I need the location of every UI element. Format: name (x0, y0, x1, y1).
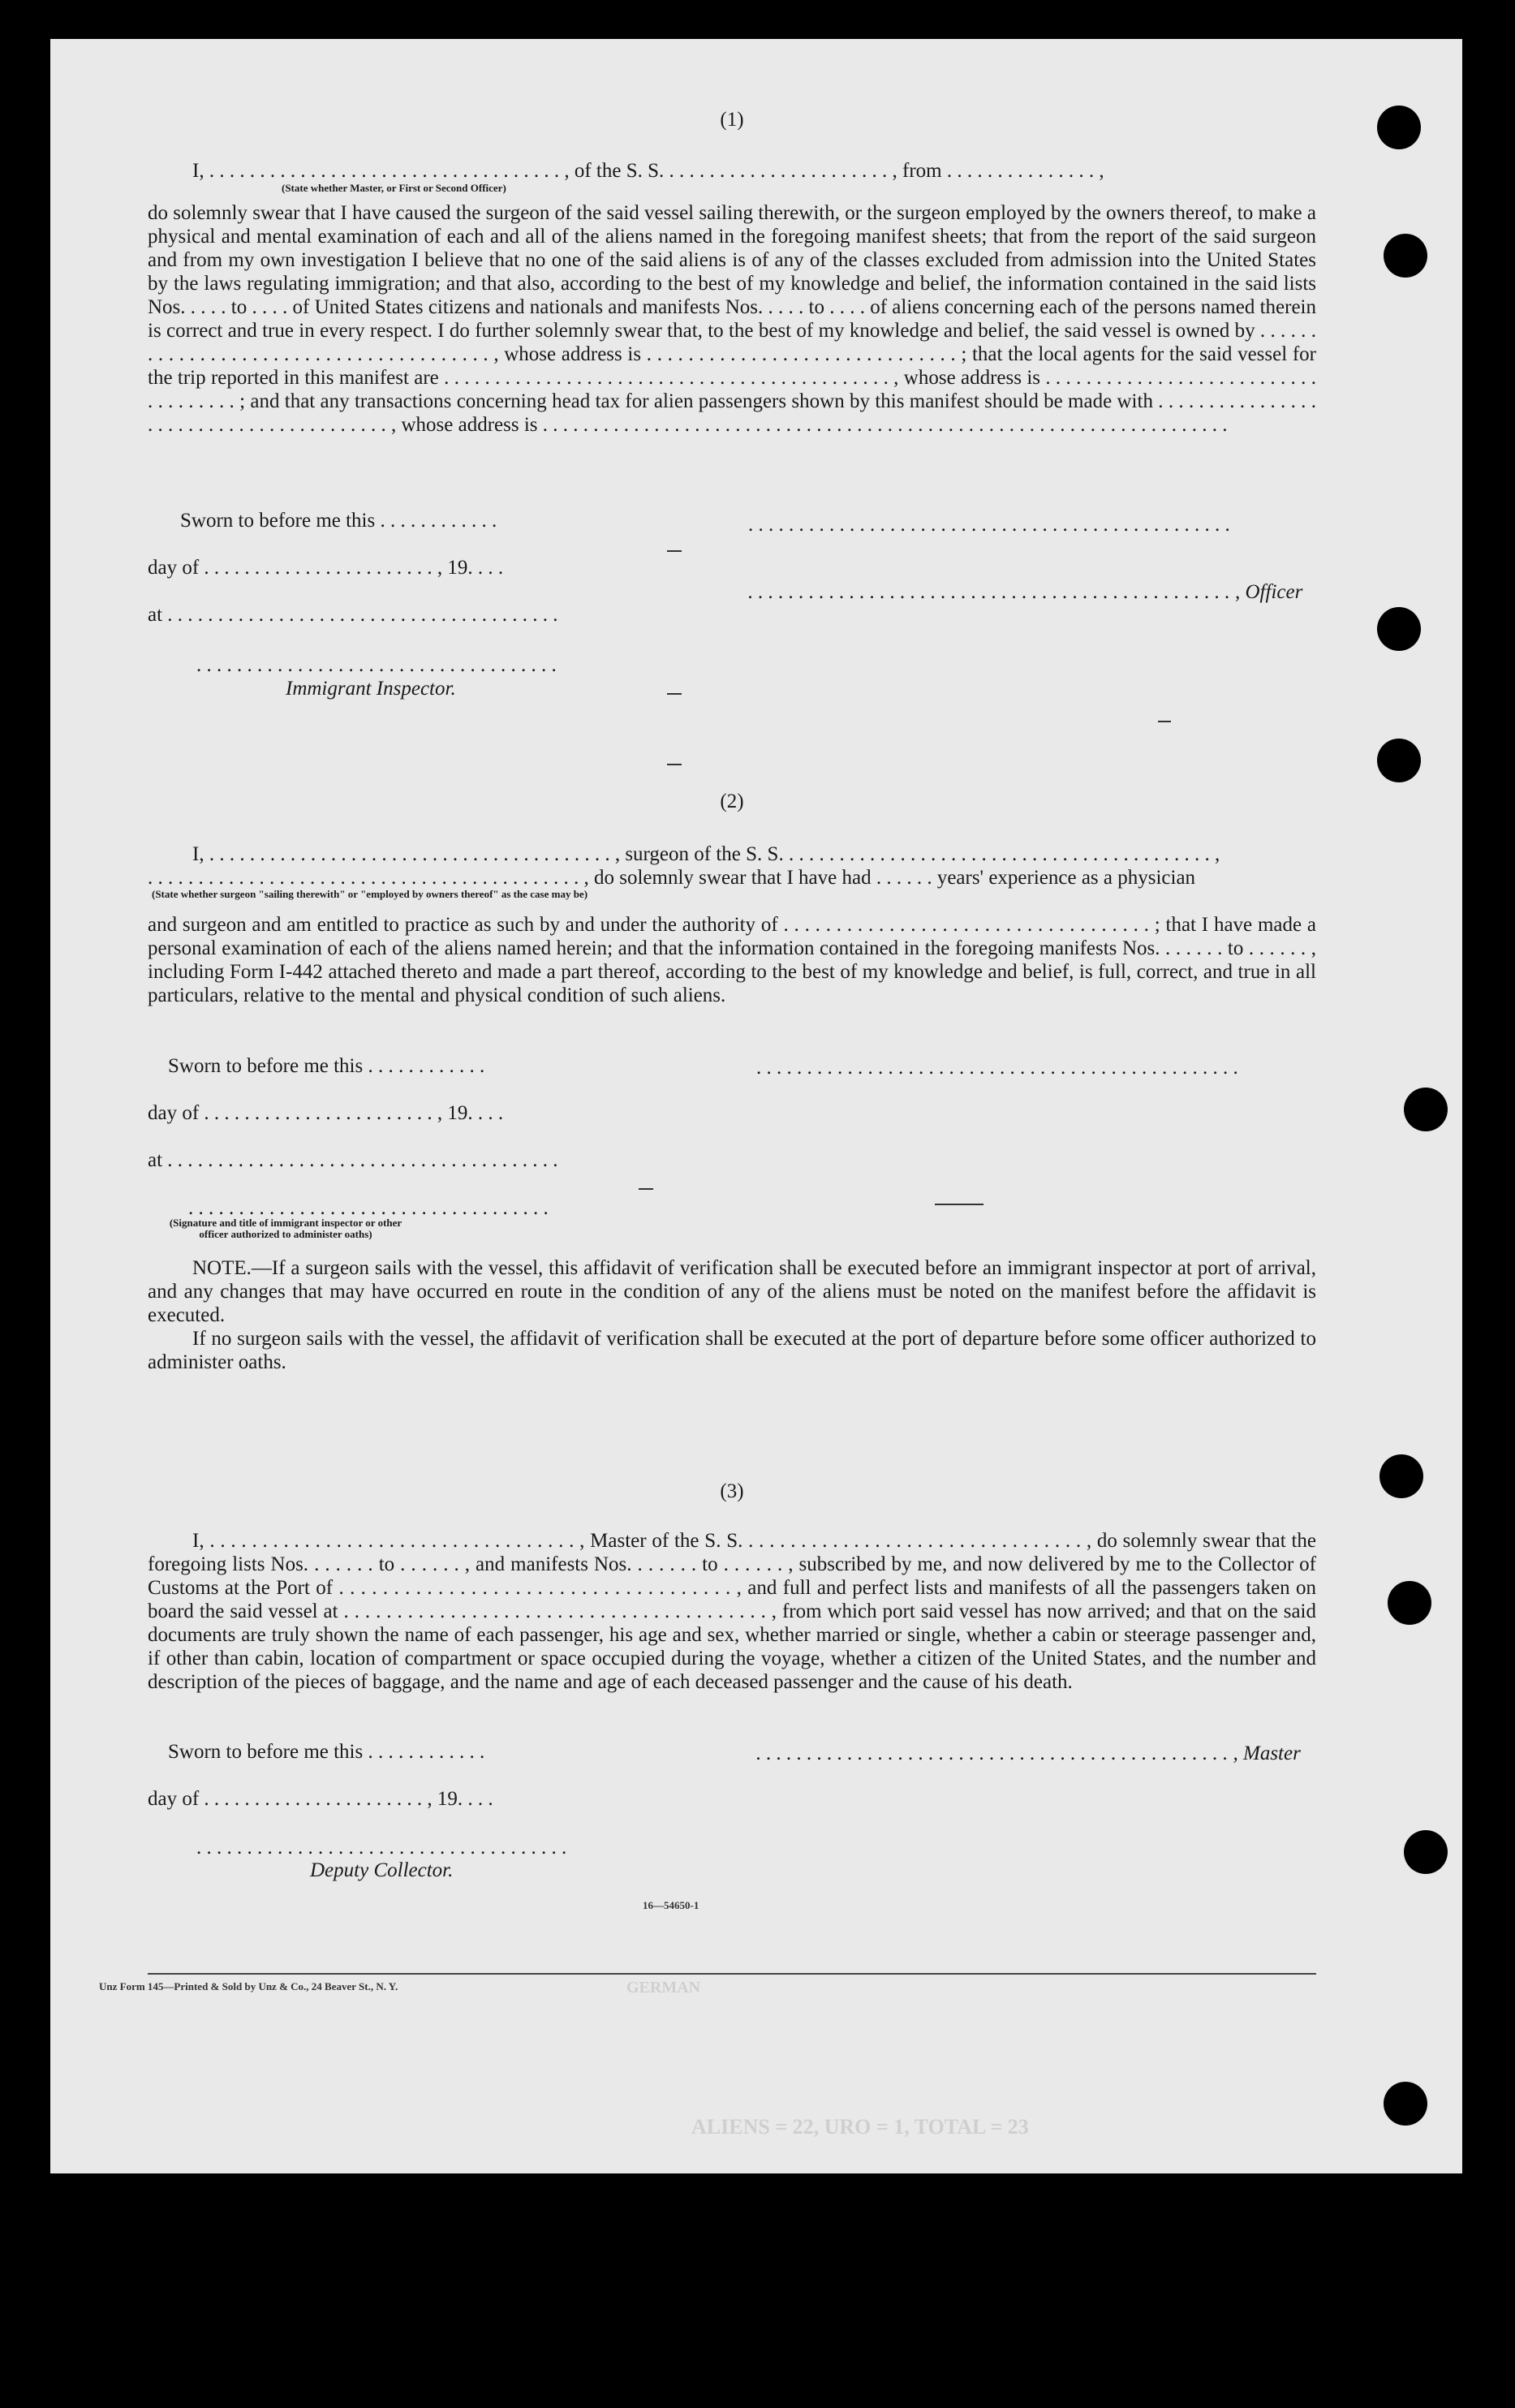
section-2-sworn-line: Sworn to before me this . . . . . . . . . . . . (168, 1055, 485, 1077)
section-1-inspector-signature-line: . . . . . . . . . . . . . . . . . . . . . . . . . . . . . . . . . . . . (196, 654, 557, 676)
section-2-note-block (148, 1256, 1316, 1374)
faded-stamp-bottom: ALIENS = 22, URO = 1, TOTAL = 23 (691, 2115, 1029, 2139)
section-3-collector-signature-line: . . . . . . . . . . . . . . . . . . . . . . . . . . . . . . . . . . . . . (196, 1837, 567, 1859)
section-3-master-line: . . . . . . . . . . . . . . . . . . . . . . . . . . . . . . . . . . . . . . . . . . . . . . . , Master (756, 1742, 1301, 1764)
punch-hole (1388, 1581, 1431, 1625)
section-1-intro-line: I, . . . . . . . . . . . . . . . . . . . . . . . . . . . . . . . . . . . , of the S. S. . . . . . . . . . . . . . . . . . . . . . . , from . . . . . . . . . . . . . . . , (192, 160, 1104, 182)
section-3-oath-body: I, . . . . . . . . . . . . . . . . . . . . . . . . . . . . . . . . . . . , Master of the S. S. . . . . . . . . . . . . . . . . . . . . . . . . . . . . . . . . , do solemnly swear that the foregoing lists Nos. . . . . . . to . . . . . . , and manifests Nos. . . . . . . to . . . . . . , subscribed by me, and now delivered by me to the Collector of Customs at the Port of . . . . . . . . . . . . . . . . . . . . . . . . . . . . . . . . . . . . , and full and perfect lists and manifests of all the passengers taken on board the said vessel at . . . . . . . . . . . . . . . . . . . . . . . . . . . . . . . . . . . . . . . . , from which port said vessel has now arrived; and that on the said documents are truly shown the name of each passenger, his age and sex, whether married or single, whether a cabin or steerage passenger and, if other than cabin, location of compartment or space occupied during the voyage, whether a citizen of the United States, and the number and description of the pieces of baggage, and the name and age of each deceased passenger and the cause of his death. (148, 1530, 1316, 1693)
punch-hole (1384, 234, 1427, 278)
punch-hole (1404, 1088, 1448, 1131)
punch-hole (1384, 2082, 1427, 2126)
section-2-surgeon-note: (State whether surgeon "sailing therewith" or "employed by owners thereof" as the case may be) (152, 888, 588, 900)
section-2-intro-line: I, . . . . . . . . . . . . . . . . . . . . . . . . . . . . . . . . . . . . . . . . , surgeon of the S. S. . . . . . . . . . . . . . . . . . . . . . . . . . . . . . . . . . . . . . . . . . . , (192, 843, 1220, 865)
section-2-number: (2) (720, 790, 744, 812)
section-1-oath-body: do solemnly swear that I have caused the surgeon of the said vessel sailing therewith, or the surgeon employed by the owners thereof, to make a physical and mental examination of each and all of the aliens named in the foregoing manifest sheets; that from the report of the said surgeon and from my own investigation I believe that no one of the said aliens is of any of the classes excluded from admission into the United States by the laws regulating immigration; and that also, according to the best of my knowledge and belief, the information contained in the said lists Nos. . . . . to . . . . of United States citizens and nationals and manifests Nos. . . . . to . . . . of aliens concerning each of the persons named therein is correct and true in every respect. I do further solemnly swear that, to the best of my knowledge and belief, the said vessel is owned by . . . . . . . . . . . . . . . . . . . . . . . . . . . . . . . . . . . . . . . , whose address is . . . . . . . . . . . . . . . . . . . . . . . . . . . . . . ; that the local agents for the said vessel for the trip reported in this manifest are . . . . . . . . . . . . . . . . . . . . . . . . . . . . . . . . . . . . . . . . . . . . , whose address is . . . . . . . . . . . . . . . . . . . . . . . . . . . . . . . . . . . . ; and that any transactions concerning head tax for alien passengers shown by this manifest should be made with . . . . . . . . . . . . . . . . . . . . . . . . . . . . . . . . . . . . . . . . , whose address is . . . . . . . . . . . . . . . . . . . . . . . . . . . . . . . . . . . . . . . . . . . . . . . . . . . . . . . . . . . . . . . . . . . . (148, 202, 1316, 436)
section-3-collector-label: Deputy Collector. (310, 1859, 454, 1881)
section-3-day-line: day of . . . . . . . . . . . . . . . . . . . . . . , 19. . . . (148, 1788, 493, 1810)
section-2-experience-line: . . . . . . . . . . . . . . . . . . . . . . . . . . . . . . . . . . . . . . . . . . . , do solemnly swear that I have had . . . . . . years' experience as a physician (148, 867, 1196, 889)
section-2-note-paragraph-2: If no surgeon sails with the vessel, the affidavit of verification shall be executed at the port of departure before some officer authorized to administer oaths. (148, 1328, 1316, 1373)
section-3-block (148, 1529, 1316, 1694)
section-1-sworn-line: Sworn to before me this . . . . . . . . . . . . (180, 510, 497, 532)
mark-dash (667, 764, 682, 765)
punch-hole (1379, 1454, 1423, 1498)
footer-rule (148, 1973, 1316, 1975)
punch-hole (1404, 1830, 1448, 1874)
section-1-officer-signature-line: . . . . . . . . . . . . . . . . . . . . . . . . . . . . . . . . . . . . . . . . . . . . . . . . (748, 514, 1230, 536)
section-1-number: (1) (720, 109, 744, 131)
section-2-at-line: at . . . . . . . . . . . . . . . . . . . . . . . . . . . . . . . . . . . . . . . (148, 1149, 558, 1171)
form-page (50, 39, 1462, 2173)
section-1-at-line: at . . . . . . . . . . . . . . . . . . . . . . . . . . . . . . . . . . . . . . . (148, 604, 558, 626)
section-1-day-line: day of . . . . . . . . . . . . . . . . . . . . . . . , 19. . . . (148, 557, 504, 579)
section-1-inspector-label: Immigrant Inspector. (286, 678, 456, 700)
section-3-number: (3) (720, 1480, 744, 1502)
mark-dash (667, 550, 682, 552)
section-1-officer-note: (State whether Master, or First or Second Officer) (282, 182, 506, 194)
form-code: 16—54650-1 (643, 1899, 699, 1911)
section-2-note-paragraph-1: NOTE.—If a surgeon sails with the vessel, this affidavit of verification shall be executed before an immigrant inspector at port of arrival, and any changes that may have occurred en route in the condition of any of the aliens must be noted on the manifest before the affidavit is executed. (148, 1257, 1316, 1326)
punch-hole (1377, 607, 1421, 651)
section-2-oath-body: and surgeon and am entitled to practice as such by and under the authority of . . . . . . . . . . . . . . . . . . . . . . . . . . . . . . . . . . . ; that I have made a personal examination of each of the aliens named herein; and that the information contained in the foregoing manifests Nos. . . . . . . to . . . . . . , including Form I-442 attached thereto and made a part thereof, according to the best of my knowledge and belief, is full, correct, and true in all particulars, relative to the mental and physical condition of such aliens. (148, 914, 1316, 1006)
mark-dash (667, 693, 682, 695)
section-2-day-line: day of . . . . . . . . . . . . . . . . . . . . . . . , 19. . . . (148, 1102, 504, 1124)
mark-dash (935, 1204, 983, 1205)
section-2-surgeon-signature-line: . . . . . . . . . . . . . . . . . . . . . . . . . . . . . . . . . . . . . . . . . . . . . . . . (756, 1057, 1238, 1079)
section-2-signature-note: (Signature and title of immigrant inspector or other officer authorized to administer oaths) (169, 1217, 402, 1240)
section-3-sworn-line: Sworn to before me this . . . . . . . . . . . . (168, 1741, 485, 1763)
section-1-officer-line: . . . . . . . . . . . . . . . . . . . . . . . . . . . . . . . . . . . . . . . . . . . . . . . . , Officer (748, 581, 1303, 603)
section-2-inspector-signature-line: . . . . . . . . . . . . . . . . . . . . . . . . . . . . . . . . . . . . (188, 1197, 549, 1219)
punch-hole (1377, 106, 1421, 149)
punch-hole (1377, 739, 1421, 782)
faded-stamp-mid: GERMAN (626, 1979, 701, 1997)
mark-dash (1158, 721, 1171, 722)
printer-credit: Unz Form 145—Printed & Sold by Unz & Co., 24 Beaver St., N. Y. (99, 1980, 398, 1992)
mark-dash (639, 1188, 653, 1190)
